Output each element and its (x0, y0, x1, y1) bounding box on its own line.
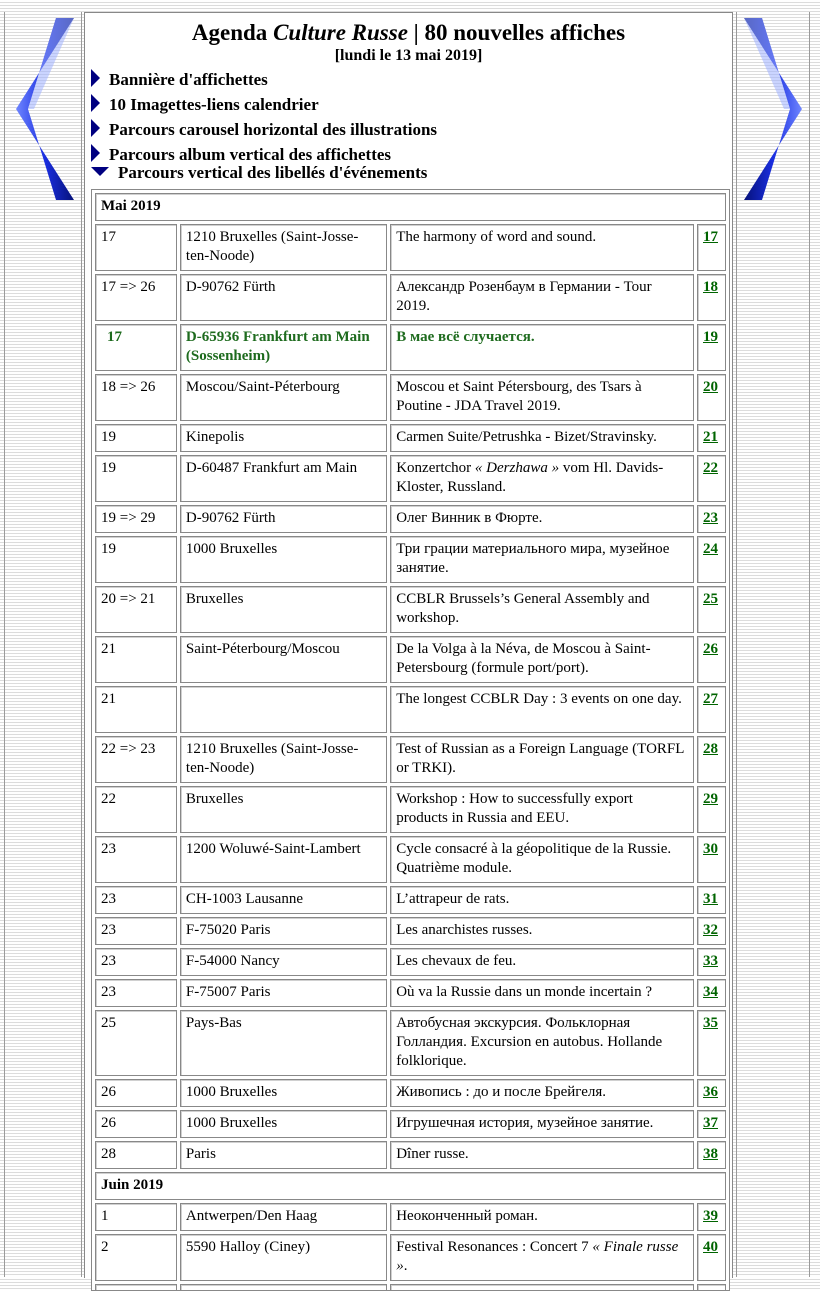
event-link-cell (697, 886, 726, 914)
event-date: 23 (95, 979, 177, 1007)
table-row (95, 224, 726, 271)
event-link-cell (697, 224, 726, 271)
event-link-cell (697, 505, 726, 533)
menu-item-album[interactable] (91, 144, 391, 165)
event-title: Александр Розенбаум в Германии - Tour 2019. (390, 274, 694, 321)
event-title: De la Volga à la Néva, de Moscou à Saint-Petersbourg (formule port/port). (390, 636, 694, 683)
event-title: Dîner russe. (390, 1141, 694, 1169)
event-date: 19 (95, 424, 177, 452)
event-place: Pays-Bas (180, 1010, 387, 1076)
table-row (95, 836, 726, 883)
event-title (390, 1284, 694, 1291)
month-row-mai (95, 193, 726, 221)
event-link-cell (697, 274, 726, 321)
menu-item-imagettes[interactable] (91, 94, 319, 115)
event-place: 1000 Bruxelles (180, 536, 387, 583)
event-place: Antwerpen/Den Haag (180, 1203, 387, 1231)
table-row (95, 948, 726, 976)
table-row (95, 1079, 726, 1107)
event-link-cell (697, 1010, 726, 1076)
event-date: 23 (95, 886, 177, 914)
event-place: Saint-Péterbourg/Moscou (180, 636, 387, 683)
event-number-link[interactable]: 36 (703, 1084, 718, 1100)
event-date: 19 (95, 455, 177, 502)
event-title: Олег Винник в Фюрте. (390, 505, 694, 533)
table-row (95, 374, 726, 421)
event-number-link[interactable]: 24 (703, 541, 718, 557)
event-date: 23 (95, 917, 177, 945)
table-row (95, 917, 726, 945)
event-place: D-60487 Frankfurt am Main (180, 455, 387, 502)
event-place: D-90762 Fürth (180, 505, 387, 533)
table-row (95, 1203, 726, 1231)
event-link-cell (697, 455, 726, 502)
month-label: Mai 2019 (95, 193, 726, 221)
event-number-link[interactable]: 30 (703, 841, 718, 857)
table-row (95, 786, 726, 833)
event-number-link[interactable]: 33 (703, 953, 718, 969)
event-place: F-75020 Paris (180, 917, 387, 945)
event-number-link[interactable]: 22 (703, 460, 718, 476)
event-link-cell (697, 686, 726, 733)
event-title: L’attrapeur de rats. (390, 886, 694, 914)
table-row (95, 536, 726, 583)
event-date: 21 (95, 636, 177, 683)
event-number-link[interactable]: 25 (703, 591, 718, 607)
left-gutter (4, 12, 82, 1277)
event-link-cell (697, 1110, 726, 1138)
event-number-link[interactable]: 38 (703, 1146, 718, 1162)
event-title: Живопись : до и после Брейгеля. (390, 1079, 694, 1107)
table-row (95, 274, 726, 321)
agenda-container (91, 189, 730, 1291)
event-date: 19 => 29 (95, 505, 177, 533)
event-link-cell (697, 636, 726, 683)
event-link-cell (697, 1079, 726, 1107)
event-link-cell (697, 374, 726, 421)
event-number-link[interactable]: 17 (703, 229, 718, 245)
table-row (95, 1141, 726, 1169)
event-number-link[interactable]: 35 (703, 1015, 718, 1031)
month-label: Juin 2019 (95, 1172, 726, 1200)
triangle-right-icon (91, 69, 100, 87)
event-title: Неоконченный роман. (390, 1203, 694, 1231)
event-date: 22 (95, 786, 177, 833)
chevron-left-icon[interactable] (16, 18, 78, 200)
event-title: Workshop : How to successfully export products in Russia and EEU. (390, 786, 694, 833)
event-date: 20 => 21 (95, 586, 177, 633)
event-link-cell (697, 1284, 726, 1291)
table-row-highlighted (95, 324, 726, 371)
event-link-cell (697, 424, 726, 452)
event-title: Cycle consacré à la géopolitique de la Russie. Quatrième module. (390, 836, 694, 883)
event-number-link[interactable]: 20 (703, 379, 718, 395)
event-title: Les chevaux de feu. (390, 948, 694, 976)
table-row (95, 636, 726, 683)
event-title: В мае всё случается. (390, 324, 694, 371)
menu-item-banner[interactable] (91, 69, 268, 90)
event-title: CCBLR Brussels’s General Assembly and workshop. (390, 586, 694, 633)
event-title: Три грации материального мира, музейное занятие. (390, 536, 694, 583)
event-title-part: . (403, 1258, 408, 1274)
event-link-cell (697, 836, 726, 883)
event-place: 1000 Bruxelles (180, 1110, 387, 1138)
event-title-part: Festival Resonances : Concert 7 (396, 1239, 593, 1255)
event-number-link[interactable]: 40 (703, 1239, 718, 1255)
event-date: 26 (95, 1110, 177, 1138)
event-place: Bruxelles (180, 786, 387, 833)
table-row (95, 1234, 726, 1281)
event-number-link[interactable]: 34 (703, 984, 718, 1000)
table-row-partial (95, 1284, 726, 1291)
event-title: Où va la Russie dans un monde incertain ? (390, 979, 694, 1007)
table-row (95, 424, 726, 452)
event-link-cell (697, 1141, 726, 1169)
event-place: 1210 Bruxelles (Saint-Josse-ten-Noode) (180, 736, 387, 783)
menu-item-event-labels[interactable] (91, 163, 427, 183)
event-number-link[interactable]: 28 (703, 741, 718, 757)
event-date: 17 (95, 224, 177, 271)
event-link-cell (697, 979, 726, 1007)
event-number-link[interactable]: 29 (703, 791, 718, 807)
event-title: The longest CCBLR Day : 3 events on one day. (390, 686, 694, 733)
page-header (85, 13, 732, 65)
event-date: 19 (95, 536, 177, 583)
event-link-cell (697, 324, 726, 371)
event-title (390, 1234, 694, 1281)
menu-item-label: Bannière d'affichettes (109, 70, 268, 89)
event-place (180, 1284, 387, 1291)
table-row (95, 686, 726, 733)
event-title: Les anarchistes russes. (390, 917, 694, 945)
event-date: 23 (95, 836, 177, 883)
month-row-juin (95, 1172, 726, 1200)
triangle-right-icon (91, 119, 100, 137)
event-place: 1200 Woluwé-Saint-Lambert (180, 836, 387, 883)
event-title-part: vom Hl. Davids-Kloster, Russland. (396, 460, 664, 495)
event-place: Kinepolis (180, 424, 387, 452)
event-title: Test of Russian as a Foreign Language (TORFL or TRKI). (390, 736, 694, 783)
table-row (95, 586, 726, 633)
event-title: Moscou et Saint Pétersbourg, des Tsars à Poutine - JDA Travel 2019. (390, 374, 694, 421)
event-number-link[interactable]: 23 (703, 510, 718, 526)
event-link-cell (697, 917, 726, 945)
event-date: 17 (95, 324, 177, 371)
event-place: Paris (180, 1141, 387, 1169)
event-place: 1210 Bruxelles (Saint-Josse-ten-Noode) (180, 224, 387, 271)
event-number-link[interactable]: 31 (703, 891, 718, 907)
page-date: [lundi le 13 mai 2019] (334, 47, 483, 64)
event-date: 25 (95, 1010, 177, 1076)
event-date: 23 (95, 948, 177, 976)
menu-item-carousel[interactable] (91, 119, 437, 140)
event-number-link[interactable]: 19 (703, 329, 718, 345)
event-link-cell (697, 1203, 726, 1231)
event-place (180, 686, 387, 733)
event-date: 1 (95, 1203, 177, 1231)
event-title: The harmony of word and sound. (390, 224, 694, 271)
event-link-cell (697, 948, 726, 976)
table-row (95, 736, 726, 783)
chevron-right-icon[interactable] (740, 18, 802, 200)
event-link-cell (697, 1234, 726, 1281)
table-row (95, 979, 726, 1007)
title-italic: Culture Russe (273, 20, 408, 45)
event-place: 5590 Halloy (Ciney) (180, 1234, 387, 1281)
triangle-down-icon (91, 167, 109, 176)
menu-item-label: Parcours carousel horizontal des illustrations (109, 120, 438, 139)
title-prefix: Agenda (191, 20, 274, 45)
event-place: D-65936 Frankfurt am Main (Sossenheim) (180, 324, 387, 371)
triangle-right-icon (91, 144, 100, 162)
agenda-table (92, 190, 729, 1291)
menu-item-label: 10 Imagettes-liens calendrier (109, 95, 319, 114)
table-row (95, 886, 726, 914)
event-number-link[interactable]: 21 (703, 429, 718, 445)
event-title-italic: « Derzhawa » (474, 460, 560, 476)
event-date: 2 (95, 1234, 177, 1281)
event-number-link[interactable]: 39 (703, 1208, 718, 1224)
event-title: Игрушечная история, музейное занятие. (390, 1110, 694, 1138)
event-title-italic: « Finale russe » (396, 1239, 679, 1274)
event-link-cell (697, 786, 726, 833)
event-title (390, 455, 694, 502)
menu-item-label: Parcours vertical des libellés d'événements (118, 163, 428, 182)
event-number-link[interactable]: 32 (703, 922, 718, 938)
page-title (85, 13, 732, 46)
event-place: 1000 Bruxelles (180, 1079, 387, 1107)
event-date: 17 => 26 (95, 274, 177, 321)
event-link-cell (697, 536, 726, 583)
event-title-part: Konzertchor (396, 460, 475, 476)
title-suffix: | 80 nouvelles affiches (407, 20, 626, 45)
event-place: Bruxelles (180, 586, 387, 633)
event-link-cell (697, 736, 726, 783)
event-title: Carmen Suite/Petrushka - Bizet/Stravinsky. (390, 424, 694, 452)
event-date: 18 => 26 (95, 374, 177, 421)
event-date (95, 1284, 177, 1291)
event-number-link[interactable]: 18 (703, 279, 718, 295)
event-place: D-90762 Fürth (180, 274, 387, 321)
event-link-cell (697, 586, 726, 633)
triangle-right-icon (91, 94, 100, 112)
event-number-link[interactable]: 37 (703, 1115, 718, 1131)
event-place: F-54000 Nancy (180, 948, 387, 976)
event-place: Moscou/Saint-Péterbourg (180, 374, 387, 421)
right-gutter (736, 12, 810, 1277)
main-panel (84, 12, 733, 1278)
event-number-link[interactable]: 26 (703, 641, 718, 657)
event-date: 28 (95, 1141, 177, 1169)
table-row (95, 1110, 726, 1138)
event-date: 26 (95, 1079, 177, 1107)
event-place: F-75007 Paris (180, 979, 387, 1007)
event-title: Автобусная экскурсия. Фольклорная Голландия. Excursion en autobus. Hollande folklorique. (390, 1010, 694, 1076)
table-row (95, 455, 726, 502)
event-place: CH-1003 Lausanne (180, 886, 387, 914)
table-row (95, 505, 726, 533)
table-row (95, 1010, 726, 1076)
event-date: 22 => 23 (95, 736, 177, 783)
menu-item-label: Parcours album vertical des affichettes (109, 145, 392, 164)
event-date: 21 (95, 686, 177, 733)
event-number-link[interactable]: 27 (703, 691, 718, 707)
